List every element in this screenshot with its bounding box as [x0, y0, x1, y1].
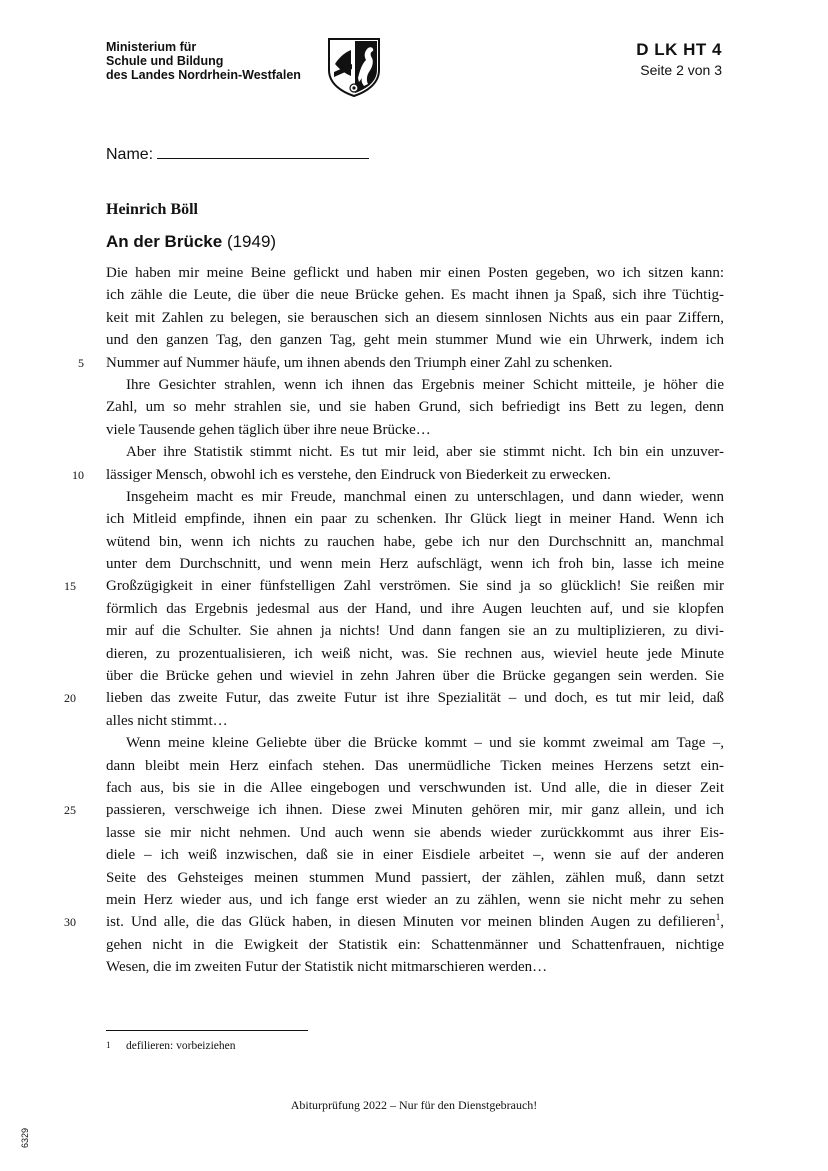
text-line [106, 486, 724, 508]
doc-code: D LK HT 4 [636, 40, 722, 59]
ministry-line: des Landes Nordrhein-Westfalen [106, 68, 301, 82]
text-line [106, 374, 724, 396]
line-text: Wenn meine kleine Geliebte über die Brücke kommt – und sie kommt zweimal am Tage –, [126, 735, 724, 752]
text-line [106, 732, 724, 754]
footnote-divider [106, 1030, 308, 1031]
text-line [106, 441, 724, 463]
text-line [106, 665, 724, 687]
text-line [106, 262, 724, 284]
line-text: lässiger Mensch, obwohl ich es verstehe, den Eindruck von Biederkeit zu erwecken. [106, 466, 611, 483]
author: Heinrich Böll [106, 201, 198, 218]
line-text: förmlich das Ergebnis jedesmal aus der Hand, und ihre Augen leuchten auf, und sie klopfen [106, 600, 724, 617]
line-text: viele Tausende gehen täglich über ihre neue Brücke… [106, 421, 431, 438]
line-text: passieren, verschweige ich ihnen. Diese zwei Minuten gehören mir, mir ganz allein, und ich [106, 802, 724, 819]
line-text: Die haben mir meine Beine geflickt und haben mir einen Posten gegeben, wo ich sitzen kann: [106, 265, 724, 281]
line-text: Insgeheim macht es mir Freude, manchmal einen zu unterschlagen, und dann wieder, wenn [126, 488, 724, 505]
line-number: 5 [78, 355, 84, 370]
line-text: Wesen, die im zweiten Futur der Statistik nicht mitmarschieren werden… [106, 959, 548, 976]
text-line [72, 464, 724, 486]
ministry-line: Schule und Bildung [106, 54, 224, 68]
line-text: mir auf die Schulter. Sie ahnen ja nichts! Und dann fangen sie an zu multiplizieren, zu divi- [106, 623, 724, 640]
text-line [64, 799, 724, 821]
line-text: mein Herz wieder aus, und ich fange erst wieder an zu zählen, wenn sie nicht mehr zu sehen [106, 891, 724, 908]
footnote-marker: 1 [715, 912, 721, 923]
footnote-number: 1 [106, 1040, 111, 1050]
line-number: 15 [64, 579, 76, 594]
line-text: diele – ich weiß inzwischen, daß sie in einer Eisdiele arbeitet –, wenn sie auf der anderen [106, 847, 724, 864]
text-line [106, 620, 724, 642]
line-text: Ihre Gesichter strahlen, wenn ich ihnen das Ergebnis meiner Schicht mitteile, je höher die [126, 376, 724, 393]
line-text: wütend bin, wenn ich nichts zu rauchen habe, gebe ich nur den Durchschnitt an, manchmal [106, 533, 724, 550]
line-text: ich Mitleid empfinde, ihnen ein paar zu schenken. Ihr Glück liegt in meiner Hand. Wenn ich [106, 511, 724, 528]
line-text: unter dem Durchschnitt, und wenn mein Herz aufschlägt, wenn ich froh bin, lasse ich meine [106, 556, 724, 573]
title-row [106, 232, 276, 252]
text-line [106, 889, 724, 911]
line-number: 25 [64, 803, 76, 818]
text-line [106, 598, 724, 620]
ministry-line: Ministerium für [106, 40, 197, 54]
line-text: lieben das zweite Futur, das zweite Futur ist ihre Spezialität – und doch, es tut mir leid, daß [106, 690, 724, 707]
line-text: lasse sie mir nicht nehmen. Und auch wenn sie abends wieder zurückkommt aus ihrer Eis- [106, 824, 724, 841]
text-line [106, 419, 724, 441]
text-line [106, 777, 724, 799]
text-line [106, 934, 724, 956]
line-text: ich zähle die Leute, die über die neue Brücke gehen. Es macht ihnen ja Spaß, sich ihre Tüchtig- [106, 287, 724, 304]
text-line [64, 687, 724, 709]
line-text: gehen nicht in die Ewigkeit der Statistik ein: Schattenmänner und Schattenfrauen, nichtige [106, 936, 724, 953]
footnote-text: defilieren: vorbeiziehen [126, 1040, 236, 1052]
text-line [106, 755, 724, 777]
name-label: Name: [106, 146, 154, 163]
line-text: Großzügigkeit in einer fünfstelligen Zahl verströmen. Sie sind ja so glücklich! Sie reißen mir [106, 578, 724, 595]
text-line [106, 307, 724, 329]
text-line [106, 956, 724, 978]
name-field [106, 142, 369, 164]
text-line [106, 396, 724, 418]
nrw-coat-of-arms-icon [326, 36, 382, 98]
page-info: Seite 2 von 3 [640, 62, 722, 78]
line-text: alles nicht stimmt… [106, 712, 228, 729]
side-code: 6329 [20, 1127, 30, 1148]
line-text: keit mit Zahlen zu belegen, sie berauschen sich an diesem sinnlosen Nichts aus ein paar Ziffern, [106, 309, 724, 326]
line-text: dieren, zu prozentualisieren, ich weiß nicht, was. Sie rechnen aus, wieviel heute jede Minute [106, 645, 724, 662]
story-year: (1949) [226, 232, 277, 251]
line-text: Nummer auf Nummer häufe, um ihnen abends den Triumph einer Zahl zu schenken. [106, 354, 613, 371]
line-text: Aber ihre Statistik stimmt nicht. Es tut mir leid, aber sie stimmt nicht. Ich bin ein unzuver- [126, 444, 724, 461]
document-id [636, 40, 722, 78]
name-blank-line[interactable] [157, 142, 369, 159]
footer-note: Abiturprüfung 2022 – Nur für den Dienstgebrauch! [290, 1098, 538, 1112]
line-number: 30 [64, 915, 76, 930]
line-text: und den ganzen Tag, den ganzen Tag, geht mein stummer Mund wie ein Uhrwerk, indem ich [106, 332, 724, 349]
line-number: 10 [72, 467, 84, 482]
line-text: ist. Und alle, die das Glück haben, in diesen Minuten vor meinen blinden Augen zu defilieren [106, 914, 716, 931]
text-line [106, 329, 724, 351]
text-line [106, 508, 724, 530]
text-line [106, 284, 724, 306]
text-line [106, 531, 724, 553]
line-text: Zahl, um so mehr strahlen sie, und sie haben Grund, sich befriedigt ins Bett zu legen, denn [106, 399, 724, 416]
text-line [106, 710, 724, 732]
text-line [78, 352, 724, 374]
line-text: dann bleibt mein Herz einfach stehen. Das unermüdliche Ticken meines Herzens setzt ein- [106, 757, 724, 774]
text-line [106, 867, 724, 889]
line-text: Seite des Gehsteiges meinen stummen Mund passiert, der zählen, zählen muß, dann setzt [106, 869, 724, 886]
story-title: An der Brücke [106, 232, 223, 251]
story-text [64, 262, 724, 979]
footnote [106, 1040, 236, 1052]
text-line [64, 575, 724, 597]
text-line [106, 844, 724, 866]
line-number: 20 [64, 691, 76, 706]
text-line [106, 643, 724, 665]
line-text: über die Brücke gehen und wieviel in zehn Jahren über die Brücke gegangen sein werden. Sie [106, 668, 724, 685]
line-tail: , [720, 914, 724, 931]
text-line [64, 911, 724, 933]
ministry-name [106, 40, 326, 82]
line-text: fach aus, bis sie in die Allee eingebogen und verschwunden ist. Und alle, die in dieser Zeit [106, 779, 724, 796]
text-line [106, 822, 724, 844]
text-line [106, 553, 724, 575]
